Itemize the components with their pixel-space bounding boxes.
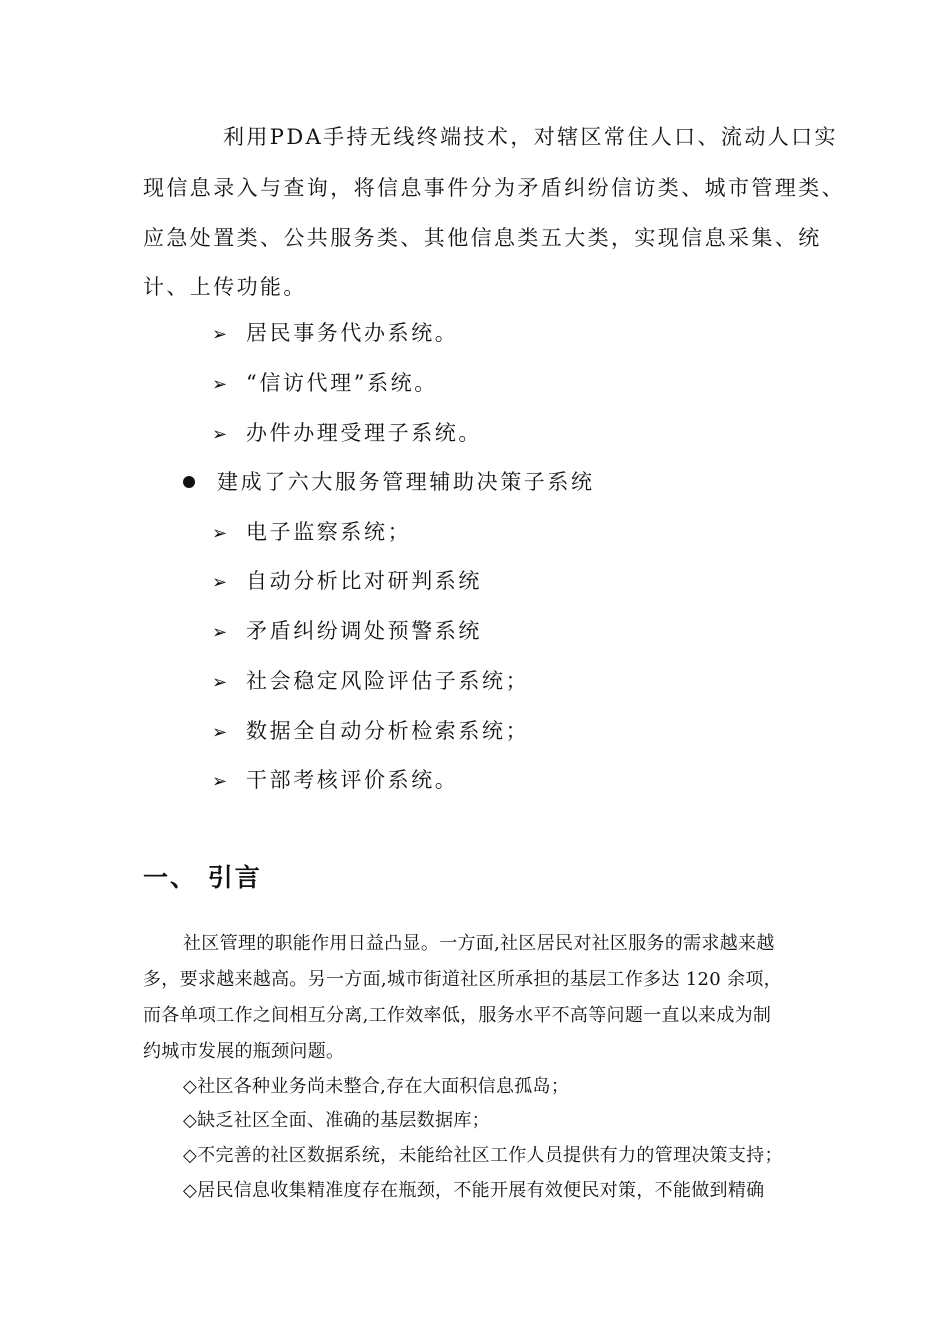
list-item: [212, 616, 482, 648]
intro-line-2: 现信息录入与查询，将信息事件分为矛盾纠纷信访类、城市管理类、: [143, 176, 845, 200]
list-item: [212, 765, 458, 797]
intro-line-3: 应急处置类、公共服务类、其他信息类五大类，实现信息采集、统: [143, 226, 822, 250]
diamond-item: ◇居民信息收集精准度存在瓶颈，不能开展有效便民对策，不能做到精确: [183, 1180, 765, 1201]
arrow-bullet-icon: ➢: [212, 324, 228, 345]
list-item: [212, 566, 482, 598]
list-item-text: 电子监察系统；: [246, 520, 412, 544]
list-item: [212, 418, 482, 450]
arrow-bullet-icon: ➢: [212, 622, 228, 643]
diamond-item: ◇社区各种业务尚未整合,存在大面积信息孤岛；: [183, 1076, 570, 1097]
list-item-text: 办件办理受理子系统。: [246, 421, 482, 445]
section-line-1: 社区管理的职能作用日益凸显。一方面,社区居民对社区服务的需求越来越: [183, 933, 775, 954]
arrow-bullet-icon: ➢: [212, 771, 228, 792]
arrow-bullet-icon: ➢: [212, 572, 228, 593]
list-item: [212, 318, 458, 350]
list-item-text: “信访代理”系统。: [246, 371, 438, 395]
bullet-item: [183, 467, 595, 497]
intro-line-1: 利用PDA手持无线终端技术，对辖区常住人口、流动人口实: [223, 125, 838, 149]
intro-line-4: 计、上传功能。: [143, 275, 307, 299]
list-item-text: 矛盾纠纷调处预警系统: [246, 619, 482, 643]
list-item: [212, 517, 411, 549]
section-line-2: 多，要求越来越高。另一方面,城市街道社区所承担的基层工作多达 120 余项，: [143, 969, 782, 990]
diamond-item: ◇不完善的社区数据系统，未能给社区工作人员提供有力的管理决策支持；: [183, 1145, 783, 1166]
arrow-bullet-icon: ➢: [212, 672, 228, 693]
diamond-item: ◇缺乏社区全面、准确的基层数据库；: [183, 1110, 490, 1131]
section-line-3: 而各单项工作之间相互分离,工作效率低，服务水平不高等问题一直以来成为制: [143, 1005, 772, 1026]
list-item-text: 社会稳定风险评估子系统；: [246, 669, 530, 693]
list-item-text: 干部考核评价系统。: [246, 768, 459, 792]
list-item-text: 自动分析比对研判系统: [246, 569, 482, 593]
arrow-bullet-icon: ➢: [212, 523, 228, 544]
list-item-text: 居民事务代办系统。: [246, 321, 459, 345]
round-bullet-icon: [183, 476, 195, 488]
bullet-item-text: 建成了六大服务管理辅助决策子系统: [217, 470, 595, 494]
list-item-text: 数据全自动分析检索系统；: [246, 719, 530, 743]
list-item: [212, 666, 529, 698]
list-item: [212, 716, 529, 748]
section-line-4: 约城市发展的瓶颈问题。: [143, 1041, 345, 1062]
arrow-bullet-icon: ➢: [212, 374, 228, 395]
list-item: [212, 368, 438, 400]
arrow-bullet-icon: ➢: [212, 722, 228, 743]
arrow-bullet-icon: ➢: [212, 424, 228, 445]
section-heading: 一、 引言: [143, 863, 262, 892]
